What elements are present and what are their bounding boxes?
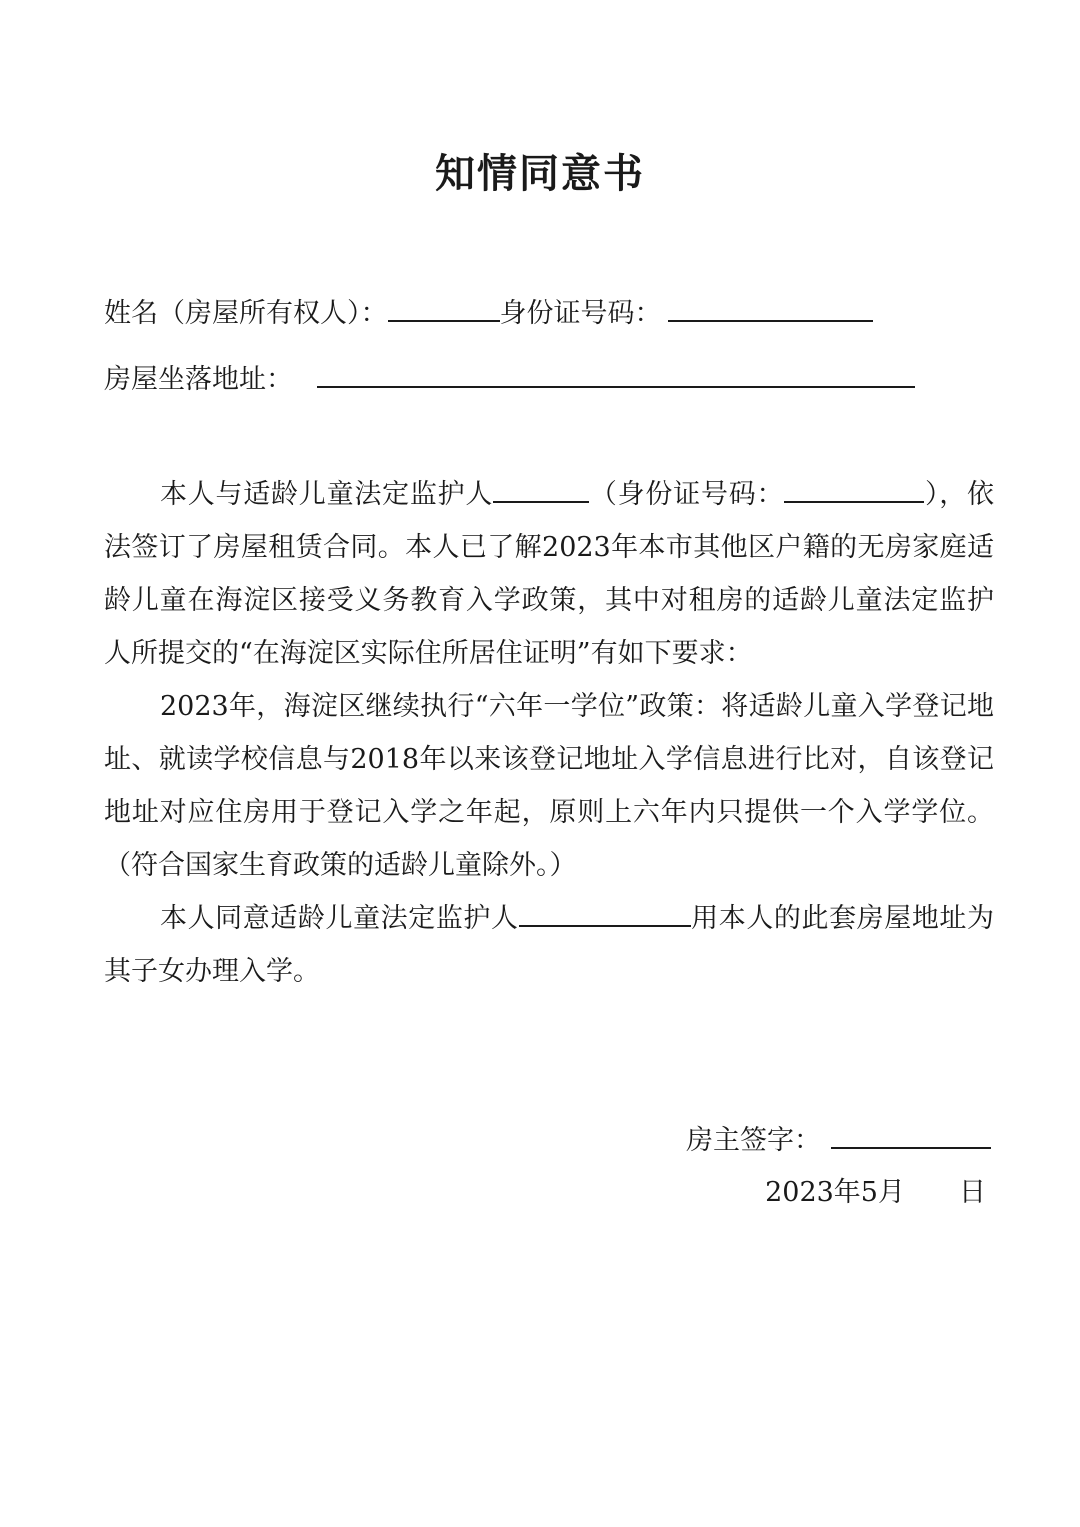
guardian-id-blank[interactable]	[784, 479, 924, 503]
para1-text-a: 本人与适龄儿童法定监护人	[160, 479, 494, 510]
para3-text-b: 用本人的此套房屋地址为其子女办理入学。	[104, 903, 995, 987]
address-blank[interactable]	[317, 364, 915, 388]
id-number-blank[interactable]	[668, 298, 873, 322]
address-row	[104, 364, 915, 393]
para3-text-a: 本人同意适龄儿童法定监护人	[160, 903, 519, 934]
id-number-label: 身份证号码：	[499, 298, 662, 329]
para1-text-c: ），依法签订了房屋租赁合同。本人已了解2023年本市其他区户籍的无房家庭适龄儿童在海淀区接受义务教育入学政策，其中对租房的适龄儿童法定监护人所提交的“在海淀区实际住所居住证明”有如下要求：	[104, 479, 995, 669]
guardian-name-blank-2[interactable]	[519, 903, 691, 927]
guardian-name-blank[interactable]	[493, 479, 589, 503]
signature-label: 房主签字：	[686, 1125, 821, 1156]
para1-text-b: （身份证号码：	[589, 479, 785, 510]
signature-blank[interactable]	[831, 1125, 991, 1149]
owner-name-label: 姓名（房屋所有权人）：	[104, 298, 388, 329]
signature-row	[686, 1118, 991, 1157]
date-line: 2023年5月 日	[765, 1177, 986, 1208]
paragraph-2: 2023年，海淀区继续执行“六年一学位”政策：将适龄儿童入学登记地址、就读学校信息与2018年以来该登记地址入学信息进行比对，自该登记地址对应住房用于登记入学之年起，原则上六年内只提供一个入学学位。（符合国家生育政策的适龄儿童除外。）	[104, 691, 994, 881]
address-label: 房屋坐落地址：	[104, 364, 293, 395]
paragraph-3	[104, 892, 994, 998]
paragraph-1	[104, 468, 994, 680]
owner-name-blank[interactable]	[388, 298, 500, 322]
document-title: 知情同意书	[435, 150, 645, 197]
owner-info-row	[104, 298, 873, 327]
